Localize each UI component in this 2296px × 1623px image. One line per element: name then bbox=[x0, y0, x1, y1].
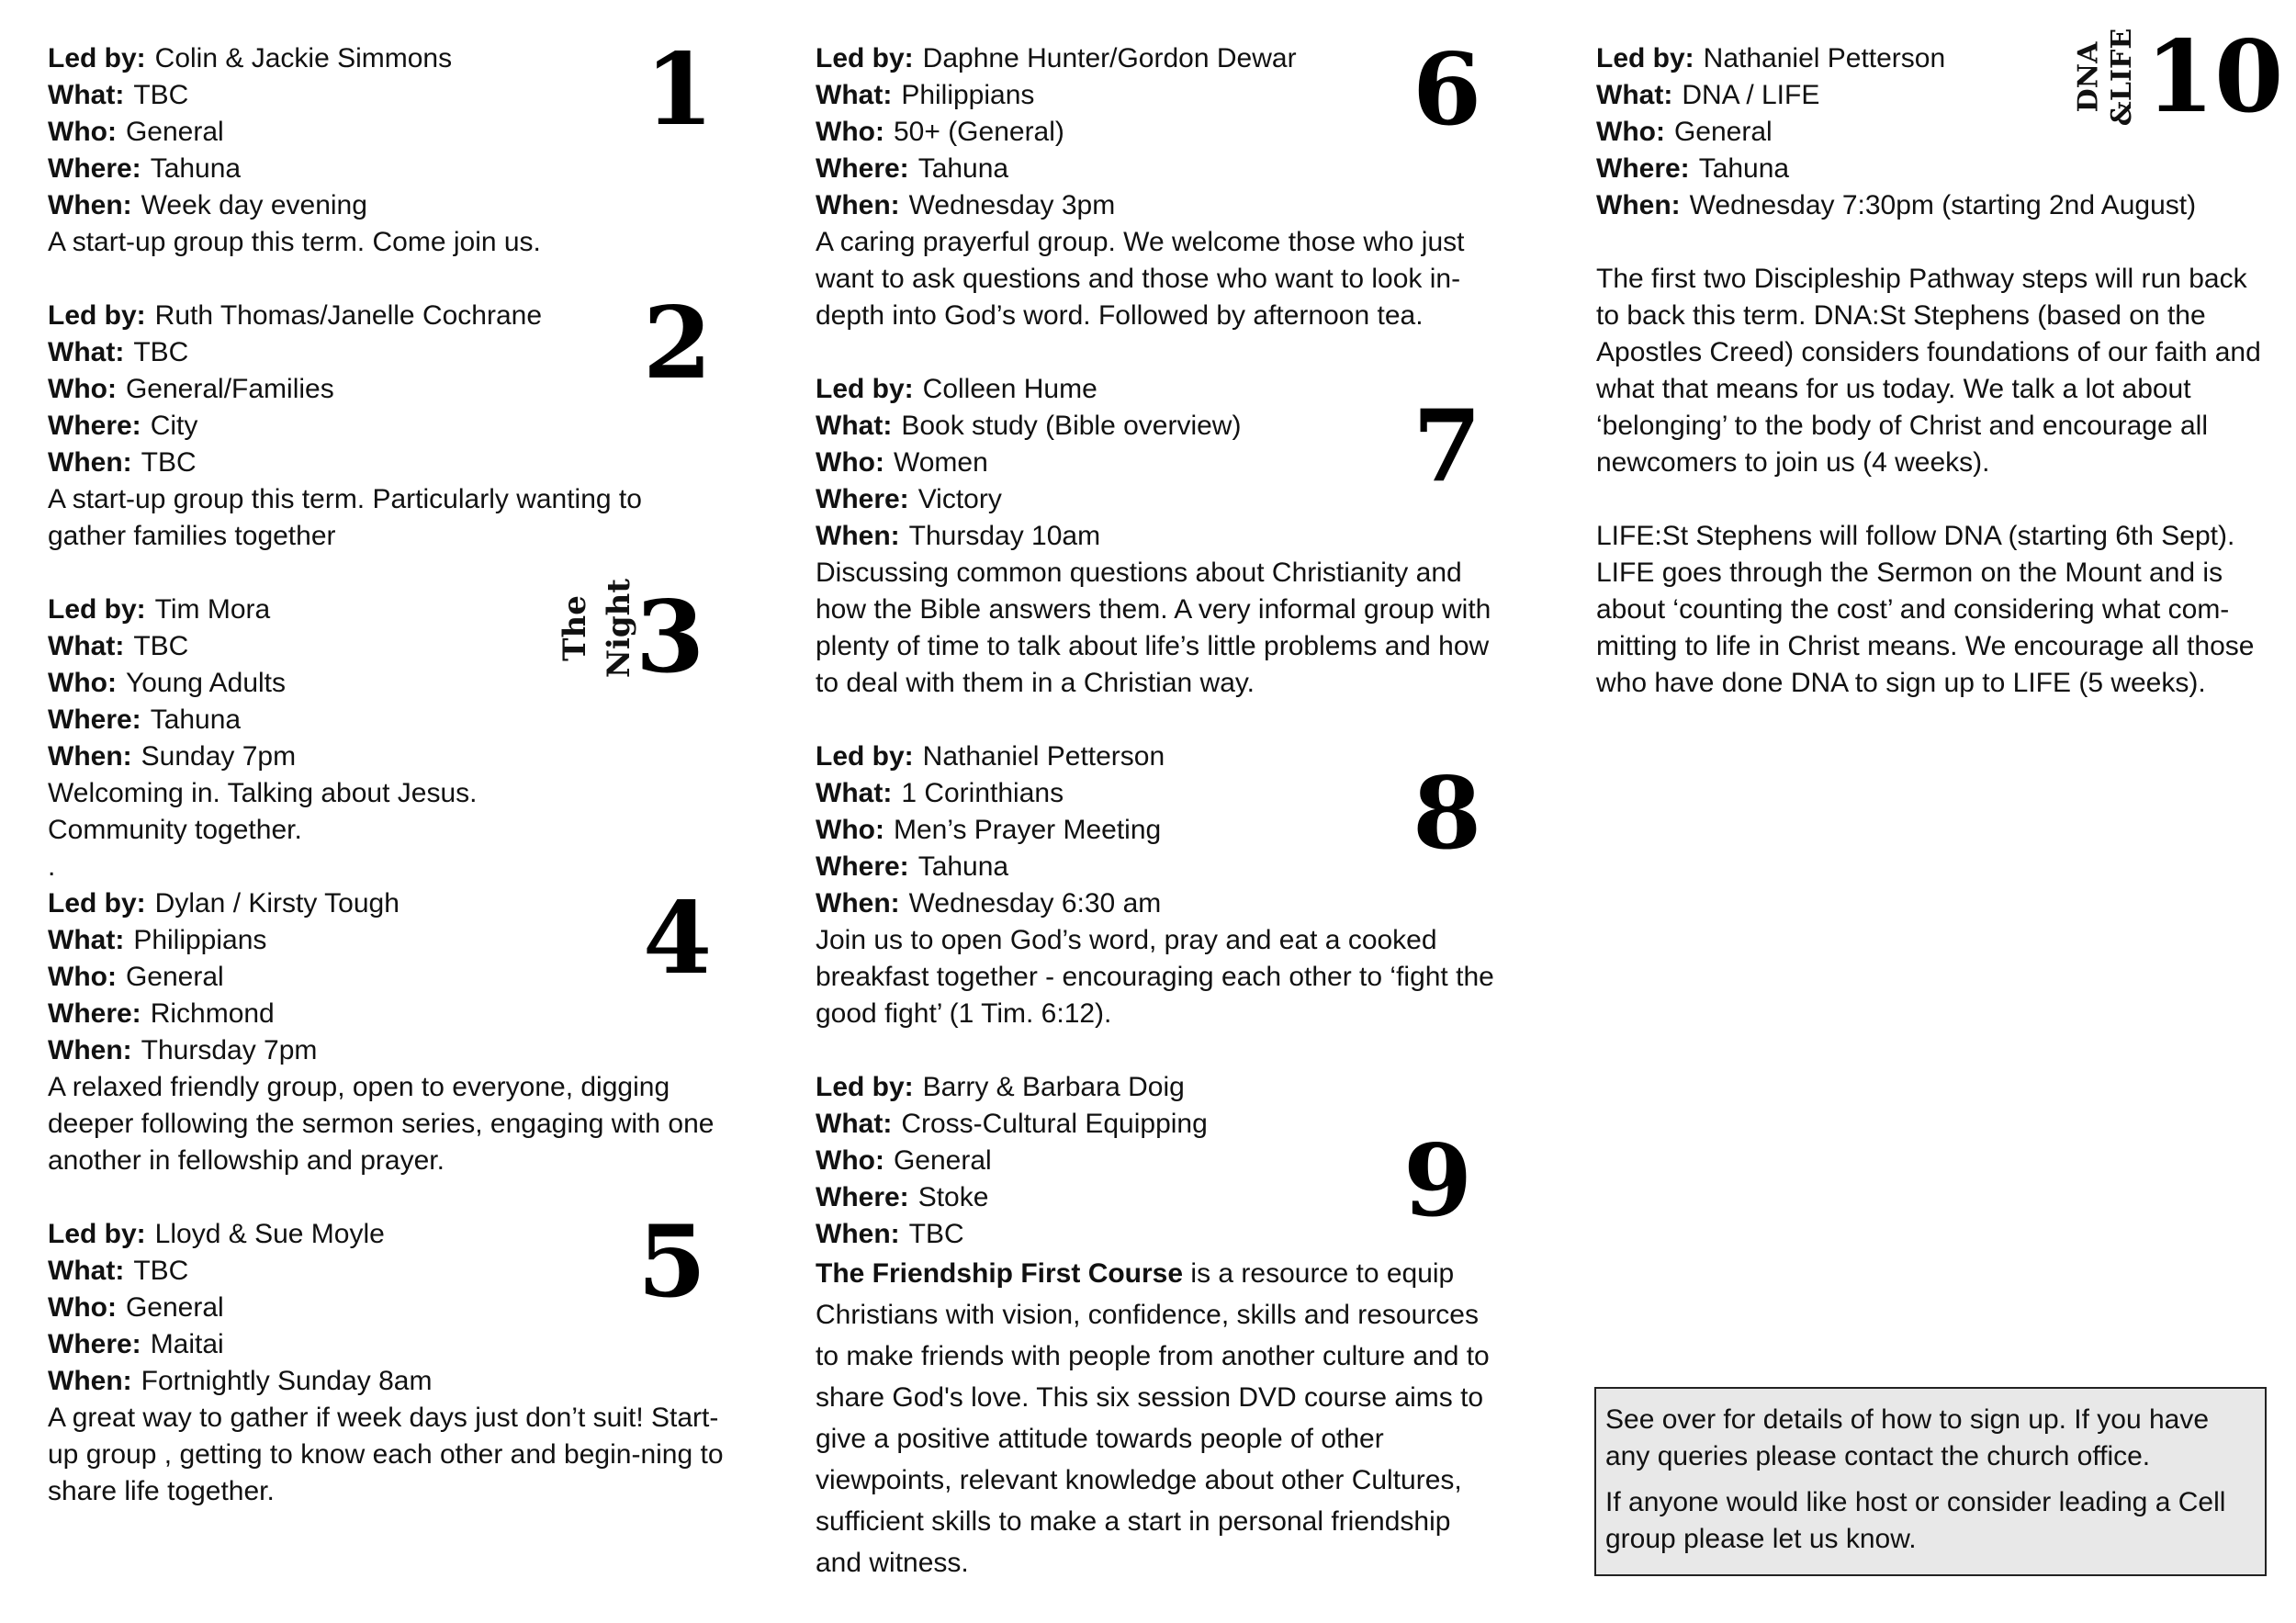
where-row: Where: Richmond bbox=[48, 998, 275, 1029]
leader-name: Nathaniel Petterson bbox=[1703, 43, 1946, 73]
where-row: Where: Tahuna bbox=[816, 153, 1009, 184]
group-number: 9 bbox=[1403, 1123, 1473, 1239]
who-row: Who: General bbox=[48, 117, 224, 147]
group-9 bbox=[816, 1069, 1495, 1584]
leader-name: Barry & Barbara Doig bbox=[922, 1072, 1185, 1102]
when-row: When: TBC bbox=[48, 447, 197, 478]
who-row: Who: General/Families bbox=[48, 374, 334, 404]
the-night-badge: The bbox=[556, 595, 593, 661]
who-row: Who: Young Adults bbox=[48, 668, 287, 698]
who-row: Who: 50+ (General) bbox=[816, 117, 1064, 147]
what-row: What: TBC bbox=[48, 80, 189, 110]
when-row: When: Sunday 7pm bbox=[48, 741, 297, 772]
who-row: Who: General bbox=[816, 1145, 992, 1176]
column-middle bbox=[816, 32, 1495, 1584]
friendship-course-description: The Friendship First Course is a resource to equip Christians with vision, confidence, skills and resources to make friends with people from another culture and to share God's love. This six session DVD course aims to give a positive attitude towards people of other viewpoints, relevant knowledge about other Cultures, sufficient skills to make a start in personal friendship and witness. bbox=[816, 1258, 1490, 1578]
what-row: What: DNA / LIFE bbox=[1596, 80, 1820, 110]
group-5 bbox=[48, 1204, 727, 1510]
led-by-row: Led by: Colleen Hume bbox=[816, 374, 1097, 404]
group-description: A start-up group this term. Come join us. bbox=[48, 227, 541, 257]
dna-life-badge: DNA bbox=[2072, 41, 2105, 113]
when-row: When: Week day evening bbox=[48, 190, 367, 220]
what-row: What: TBC bbox=[48, 631, 189, 661]
group-number: 2 bbox=[643, 286, 713, 401]
led-by-row: Led by: Daphne Hunter/Gordon Dewar bbox=[816, 43, 1297, 73]
leader-name: Daphne Hunter/Gordon Dewar bbox=[922, 43, 1297, 73]
group-2 bbox=[48, 286, 727, 555]
group-description: Join us to open God’s word, pray and eat a cooked breakfast together - encouraging each other to ‘fight the good fight’ (1 Tim. 6:12). bbox=[816, 925, 1494, 1029]
leader-name: Ruth Thomas/Janelle Cochrane bbox=[154, 300, 543, 331]
notice-host-text: If anyone would like host or consider leading a Cell group please let us know. bbox=[1605, 1487, 2226, 1554]
leader-name: Nathaniel Petterson bbox=[922, 741, 1165, 772]
column-left bbox=[48, 32, 727, 1510]
group-10 bbox=[1596, 19, 2284, 702]
what-row: What: TBC bbox=[48, 1256, 189, 1286]
leader-name: Colleen Hume bbox=[922, 374, 1097, 404]
led-by-row: Led by: Colin & Jackie Simmons bbox=[48, 43, 453, 73]
when-row: When: Fortnightly Sunday 8am bbox=[48, 1366, 433, 1396]
group-7 bbox=[816, 371, 1495, 702]
notice-signup-text: See over for details of how to sign up. If you have any queries please contact the church office. bbox=[1605, 1404, 2210, 1471]
where-row: Where: City bbox=[48, 411, 198, 441]
where-row: Where: Stoke bbox=[816, 1182, 989, 1212]
group-description: A caring prayerful group. We welcome those who just want to ask questions and those who want to look in-depth into God’s word. Followed by afternoon tea. bbox=[816, 227, 1465, 331]
leader-name: Colin & Jackie Simmons bbox=[154, 43, 453, 73]
where-row: Where: Tahuna bbox=[48, 704, 242, 735]
who-row: Who: General bbox=[1596, 117, 1773, 147]
dna-paragraph: The first two Discipleship Pathway steps will run back to back this term. DNA:St Stephens (based on the Apostles Creed) considers foundations of our faith and what that means for us today. We talk a lot about ‘belonging’ to the body of Christ and encourage all newcomers to join us (4 weeks). bbox=[1596, 264, 2261, 478]
when-row: When: Wednesday 3pm bbox=[816, 190, 1116, 220]
who-row: Who: General bbox=[48, 962, 224, 992]
where-row: Where: Victory bbox=[816, 484, 1002, 514]
group-number: 6 bbox=[1412, 32, 1482, 148]
where-row: Where: Tahuna bbox=[1596, 153, 1790, 184]
group-description: A start-up group this term. Particularly wanting to gather families together bbox=[48, 484, 642, 551]
group-description: Discussing common questions about Christianity and how the Bible answers them. A very informal group with plenty of time to talk about life’s little problems and how to deal with them in a Christian way. bbox=[816, 558, 1491, 698]
column-right bbox=[1596, 19, 2284, 702]
group-3 bbox=[48, 578, 727, 885]
led-by-row: Led by: Tim Mora bbox=[48, 594, 271, 625]
group-description: A great way to gather if week days just don’t suit! Start-up group , getting to know each other and begin-ning to share life together. bbox=[48, 1403, 724, 1506]
group-1 bbox=[48, 32, 727, 261]
when-row: When: Thursday 7pm bbox=[48, 1035, 318, 1065]
course-title: The Friendship First Course bbox=[816, 1258, 1184, 1289]
what-row: What: TBC bbox=[48, 337, 189, 367]
what-row: What: 1 Corinthians bbox=[816, 778, 1064, 808]
what-row: What: Book study (Bible overview) bbox=[816, 411, 1242, 441]
when-row: When: Thursday 10am bbox=[816, 521, 1101, 551]
group-number: 3 bbox=[636, 580, 705, 695]
group-8 bbox=[816, 738, 1495, 1032]
group-description: A relaxed friendly group, open to everyone, digging deeper following the sermon series, engaging with one another in fellowship and prayer. bbox=[48, 1072, 715, 1176]
when-row: When: TBC bbox=[816, 1219, 964, 1249]
life-paragraph: LIFE:St Stephens will follow DNA (starting 6th Sept). LIFE goes through the Sermon on the Mount and is about ‘counting the cost’ and considering what com-mitting to life in Christ means. We encourage all those who have done DNA to sign up to LIFE (5 weeks). bbox=[1596, 521, 2255, 698]
led-by-row: Led by: Dylan / Kirsty Tough bbox=[48, 888, 400, 919]
led-by-row: Led by: Barry & Barbara Doig bbox=[816, 1072, 1185, 1102]
where-row: Where: Tahuna bbox=[816, 851, 1009, 882]
group-number: 4 bbox=[643, 881, 713, 997]
when-row: When: Wednesday 7:30pm (starting 2nd August) bbox=[1596, 190, 2197, 220]
group-number: 10 bbox=[2145, 19, 2284, 135]
leader-name: Dylan / Kirsty Tough bbox=[154, 888, 400, 919]
group-number: 1 bbox=[645, 32, 715, 148]
led-by-row: Led by: Ruth Thomas/Janelle Cochrane bbox=[48, 300, 543, 331]
led-by-row: Led by: Nathaniel Petterson bbox=[1596, 43, 1946, 73]
dna-life-badge-line2: &LIFE bbox=[2106, 28, 2139, 127]
where-row: Where: Tahuna bbox=[48, 153, 242, 184]
when-row: When: Wednesday 6:30 am bbox=[816, 888, 1162, 919]
group-6 bbox=[816, 32, 1495, 334]
group-number: 5 bbox=[637, 1204, 707, 1320]
group-number: 8 bbox=[1412, 756, 1482, 872]
the-night-badge-line2: Night bbox=[601, 578, 638, 679]
trailing-dot: . bbox=[48, 851, 56, 882]
signup-notice-box bbox=[1594, 1387, 2267, 1576]
who-row: Who: General bbox=[48, 1292, 224, 1323]
where-row: Where: Maitai bbox=[48, 1329, 224, 1359]
leader-name: Lloyd & Sue Moyle bbox=[154, 1219, 385, 1249]
leader-name: Tim Mora bbox=[154, 594, 271, 625]
what-row: What: Philippians bbox=[816, 80, 1035, 110]
led-by-row: Led by: Nathaniel Petterson bbox=[816, 741, 1165, 772]
led-by-row: Led by: Lloyd & Sue Moyle bbox=[48, 1219, 385, 1249]
group-4 bbox=[48, 881, 727, 1179]
group-description: Welcoming in. Talking about Jesus. Community together. bbox=[48, 778, 478, 845]
what-row: What: Philippians bbox=[48, 925, 267, 955]
what-row: What: Cross-Cultural Equipping bbox=[816, 1109, 1208, 1139]
who-row: Who: Women bbox=[816, 447, 988, 478]
group-number: 7 bbox=[1412, 389, 1482, 504]
who-row: Who: Men’s Prayer Meeting bbox=[816, 815, 1162, 845]
